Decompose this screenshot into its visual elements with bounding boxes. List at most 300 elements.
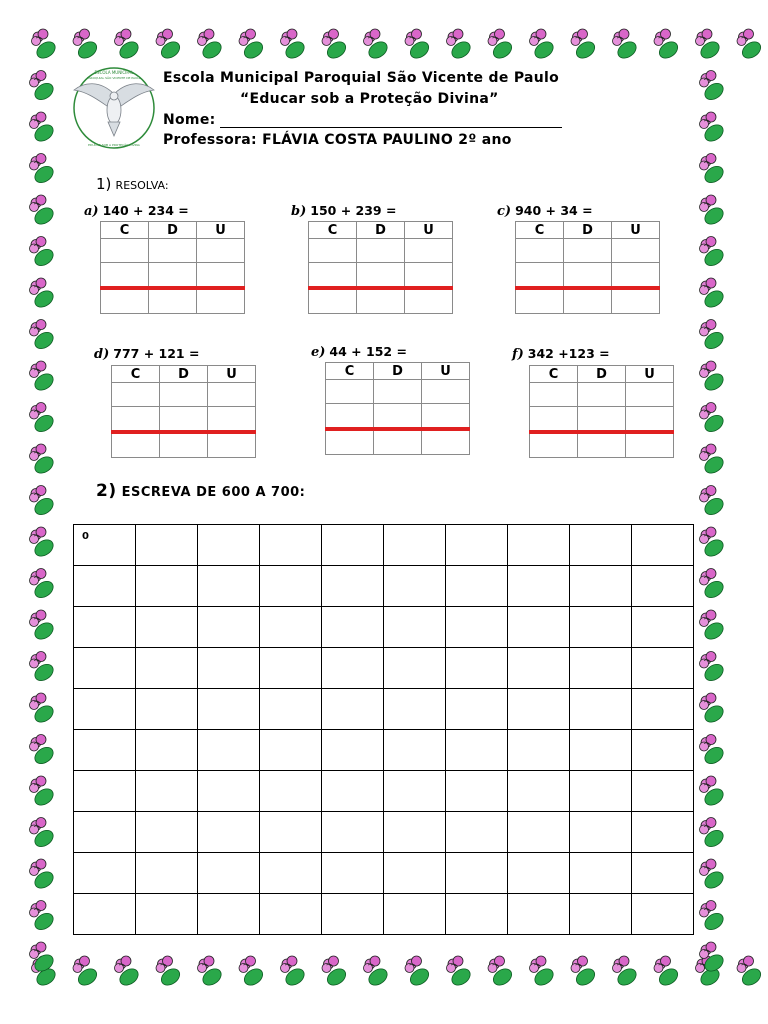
rose-icon xyxy=(30,527,57,559)
grid-cell[interactable] xyxy=(632,648,694,689)
grid-cell[interactable] xyxy=(136,525,198,566)
name-label: Nome: xyxy=(163,112,216,128)
logo-text-top: ESCOLA MUNICIPAL xyxy=(94,70,134,75)
grid-cell[interactable] xyxy=(136,648,198,689)
answer-cell[interactable] xyxy=(516,263,564,289)
problem-expression: 940 + 34 = xyxy=(515,203,593,218)
rose-icon xyxy=(700,776,727,808)
grid-cell[interactable] xyxy=(508,689,570,730)
rose-icon xyxy=(30,154,57,186)
problem-letter: a) xyxy=(84,204,99,219)
grid-cell[interactable] xyxy=(322,853,384,894)
rose-icon xyxy=(30,403,57,435)
answer-cell[interactable] xyxy=(309,263,357,289)
rose-icon xyxy=(30,444,57,476)
answer-cell[interactable] xyxy=(309,288,357,314)
grid-cell[interactable] xyxy=(74,730,136,771)
grid-cell[interactable] xyxy=(508,894,570,935)
rose-icon xyxy=(613,956,640,988)
col-header-d: D xyxy=(149,222,197,239)
answer-cell[interactable] xyxy=(326,429,374,455)
grid-cell[interactable] xyxy=(74,771,136,812)
col-header-c: C xyxy=(101,222,149,239)
grid-cell[interactable] xyxy=(570,689,632,730)
problem-e xyxy=(311,344,407,360)
answer-cell[interactable] xyxy=(101,263,149,289)
teacher-line: Professora: FLÁVIA COSTA PAULINO 2º ano xyxy=(163,132,512,148)
cdu-table-c xyxy=(515,221,660,314)
grid-cell[interactable] xyxy=(508,853,570,894)
question-2-number: 2) xyxy=(96,481,117,501)
problem-f xyxy=(512,346,610,362)
rose-icon xyxy=(700,444,727,476)
answer-cell[interactable] xyxy=(208,432,256,458)
problem-expression: 342 +123 = xyxy=(527,346,610,361)
answer-cell[interactable] xyxy=(374,380,422,404)
rose-icon xyxy=(488,29,515,61)
grid-cell[interactable] xyxy=(446,730,508,771)
rose-icon xyxy=(156,956,183,988)
rose-icon xyxy=(700,237,727,269)
problem-letter: f) xyxy=(512,347,524,362)
answer-cell[interactable] xyxy=(405,239,453,263)
problem-expression: 140 + 234 = xyxy=(102,203,189,218)
rose-icon xyxy=(700,735,727,767)
logo-text-bottom: EDUCAR SOB A PROTEÇÃO DIVINA xyxy=(88,143,140,147)
rose-icon xyxy=(447,29,474,61)
grid-cell[interactable] xyxy=(570,566,632,607)
answer-cell[interactable] xyxy=(326,380,374,404)
col-header-c: C xyxy=(516,222,564,239)
rose-icon xyxy=(700,320,727,352)
rose-icon xyxy=(30,901,57,933)
grid-cell[interactable] xyxy=(632,730,694,771)
rose-icon xyxy=(364,29,391,61)
grid-cell[interactable] xyxy=(570,525,632,566)
col-header-u: U xyxy=(422,363,470,380)
grid-cell[interactable] xyxy=(384,812,446,853)
rose-icon xyxy=(30,486,57,518)
answer-cell[interactable] xyxy=(530,383,578,407)
problem-letter: b) xyxy=(291,204,307,219)
grid-cell[interactable] xyxy=(198,525,260,566)
logo-text-top2: PAROQUIAL SÃO VICENTE DE PAULO xyxy=(86,76,142,80)
answer-cell[interactable] xyxy=(422,429,470,455)
grid-cell[interactable] xyxy=(384,894,446,935)
grid-cell[interactable] xyxy=(74,689,136,730)
grid-cell[interactable] xyxy=(446,525,508,566)
col-header-c: C xyxy=(326,363,374,380)
grid-cell[interactable] xyxy=(260,525,322,566)
answer-cell[interactable] xyxy=(626,432,674,458)
grid-cell[interactable] xyxy=(322,525,384,566)
answer-cell[interactable] xyxy=(374,404,422,430)
problem-c xyxy=(497,203,593,219)
grid-cell[interactable] xyxy=(260,689,322,730)
school-name: Escola Municipal Paroquial São Vicente de Paulo xyxy=(163,70,560,86)
question-2-heading xyxy=(96,481,305,501)
grid-cell[interactable] xyxy=(508,648,570,689)
rose-icon xyxy=(73,29,100,61)
grid-cell[interactable] xyxy=(446,894,508,935)
grid-cell[interactable] xyxy=(322,607,384,648)
grid-cell[interactable] xyxy=(198,689,260,730)
school-motto: “Educar sob a Proteção Divina” xyxy=(240,91,499,107)
grid-cell[interactable] xyxy=(570,812,632,853)
col-header-c: C xyxy=(530,366,578,383)
answer-cell[interactable] xyxy=(530,407,578,433)
col-header-u: U xyxy=(208,366,256,383)
grid-cell[interactable] xyxy=(260,607,322,648)
rose-icon xyxy=(239,29,266,61)
col-header-c: C xyxy=(309,222,357,239)
answer-cell[interactable] xyxy=(326,404,374,430)
rose-icon xyxy=(700,693,727,725)
grid-cell[interactable] xyxy=(322,648,384,689)
rose-icon xyxy=(700,278,727,310)
grid-cell[interactable] xyxy=(632,566,694,607)
rose-icon xyxy=(700,486,727,518)
rose-icon xyxy=(30,610,57,642)
grid-cell[interactable] xyxy=(446,648,508,689)
grid-cell[interactable] xyxy=(446,812,508,853)
col-header-d: D xyxy=(564,222,612,239)
grid-cell[interactable] xyxy=(570,648,632,689)
rose-icon xyxy=(737,956,764,988)
problem-d xyxy=(94,346,199,362)
col-header-d: D xyxy=(357,222,405,239)
answer-cell[interactable] xyxy=(530,432,578,458)
grid-row xyxy=(74,566,694,607)
answer-cell[interactable] xyxy=(564,263,612,289)
rose-icon xyxy=(700,195,727,227)
grid-cell[interactable] xyxy=(384,525,446,566)
rose-icon xyxy=(447,956,474,988)
rose-icon xyxy=(30,693,57,725)
grid-cell[interactable] xyxy=(198,894,260,935)
cdu-table-a xyxy=(100,221,245,314)
rose-icon xyxy=(613,29,640,61)
grid-cell[interactable] xyxy=(198,853,260,894)
rose-icon xyxy=(30,237,57,269)
grid-cell[interactable] xyxy=(384,730,446,771)
grid-cell[interactable] xyxy=(446,566,508,607)
grid-cell[interactable] xyxy=(260,853,322,894)
rose-icon xyxy=(30,859,57,891)
header xyxy=(70,62,690,162)
col-header-d: D xyxy=(160,366,208,383)
answer-cell[interactable] xyxy=(197,239,245,263)
grid-cell[interactable] xyxy=(198,812,260,853)
grid-cell[interactable] xyxy=(136,689,198,730)
answer-cell[interactable] xyxy=(197,263,245,289)
answer-cell[interactable] xyxy=(405,288,453,314)
rose-icon xyxy=(30,569,57,601)
rose-icon xyxy=(700,569,727,601)
grid-cell[interactable] xyxy=(198,607,260,648)
answer-cell[interactable] xyxy=(626,407,674,433)
problem-a xyxy=(84,203,189,219)
answer-cell[interactable] xyxy=(516,288,564,314)
grid-cell[interactable] xyxy=(136,566,198,607)
grid-cell[interactable] xyxy=(384,771,446,812)
grid-cell[interactable] xyxy=(198,566,260,607)
rose-icon xyxy=(281,956,308,988)
answer-cell[interactable] xyxy=(357,288,405,314)
grid-cell[interactable] xyxy=(384,648,446,689)
grid-cell[interactable] xyxy=(570,730,632,771)
col-header-u: U xyxy=(405,222,453,239)
grid-cell[interactable] xyxy=(74,853,136,894)
grid-cell[interactable] xyxy=(570,853,632,894)
answer-cell[interactable] xyxy=(578,383,626,407)
cdu-table-e xyxy=(325,362,470,455)
grid-cell[interactable] xyxy=(632,525,694,566)
rose-icon xyxy=(700,112,727,144)
answer-cell[interactable] xyxy=(357,263,405,289)
grid-cell[interactable] xyxy=(260,566,322,607)
rose-icon xyxy=(700,403,727,435)
grid-cell[interactable] xyxy=(198,648,260,689)
grid-cell[interactable] xyxy=(74,566,136,607)
rose-icon xyxy=(700,859,727,891)
answer-cell[interactable] xyxy=(208,407,256,433)
rose-icon xyxy=(30,278,57,310)
cdu-table-f xyxy=(529,365,674,458)
rose-icon xyxy=(30,71,57,103)
grid-cell[interactable] xyxy=(632,607,694,648)
rose-icon xyxy=(30,735,57,767)
answer-cell[interactable] xyxy=(160,432,208,458)
rose-icon xyxy=(700,652,727,684)
rose-icon xyxy=(571,956,598,988)
answer-cell[interactable] xyxy=(112,407,160,433)
name-blank-line[interactable] xyxy=(220,114,562,128)
grid-row xyxy=(74,894,694,935)
grid-row xyxy=(74,853,694,894)
problem-letter: c) xyxy=(497,204,512,219)
answer-cell[interactable] xyxy=(612,288,660,314)
grid-cell[interactable] xyxy=(632,689,694,730)
answer-cell[interactable] xyxy=(112,432,160,458)
grid-cell[interactable] xyxy=(384,853,446,894)
grid-cell[interactable] xyxy=(508,812,570,853)
rose-icon xyxy=(30,195,57,227)
answer-cell[interactable] xyxy=(101,239,149,263)
grid-cell[interactable] xyxy=(198,730,260,771)
col-header-d: D xyxy=(374,363,422,380)
cdu-table-b xyxy=(308,221,453,314)
grid-cell[interactable] xyxy=(260,771,322,812)
grid-cell[interactable] xyxy=(74,648,136,689)
question-2-instruction: ESCREVA DE 600 A 700: xyxy=(121,485,306,500)
grid-cell[interactable] xyxy=(570,894,632,935)
problem-b xyxy=(291,203,396,219)
rose-icon xyxy=(488,956,515,988)
answer-cell[interactable] xyxy=(112,383,160,407)
cdu-table-d xyxy=(111,365,256,458)
answer-cell[interactable] xyxy=(612,263,660,289)
rose-icon xyxy=(73,956,100,988)
grid-cell[interactable] xyxy=(136,607,198,648)
rose-icon xyxy=(700,527,727,559)
rose-icon xyxy=(405,956,432,988)
rose-icon xyxy=(700,154,727,186)
col-header-c: C xyxy=(112,366,160,383)
grid-cell[interactable] xyxy=(322,730,384,771)
grid-row xyxy=(74,525,694,566)
answer-cell[interactable] xyxy=(564,239,612,263)
answer-cell[interactable] xyxy=(422,404,470,430)
grid-row xyxy=(74,689,694,730)
answer-cell[interactable] xyxy=(422,380,470,404)
problem-expression: 44 + 152 = xyxy=(329,344,407,359)
grid-cell[interactable] xyxy=(136,771,198,812)
rose-icon xyxy=(700,901,727,933)
grid-cell[interactable] xyxy=(446,771,508,812)
grid-row xyxy=(74,812,694,853)
grid-cell[interactable] xyxy=(74,525,136,566)
grid-cell[interactable] xyxy=(570,771,632,812)
rose-icon xyxy=(198,29,225,61)
problem-expression: 777 + 121 = xyxy=(113,346,200,361)
rose-icon xyxy=(32,29,59,61)
grid-cell[interactable] xyxy=(136,812,198,853)
grid-cell[interactable] xyxy=(136,894,198,935)
answer-cell[interactable] xyxy=(612,239,660,263)
grid-cell[interactable] xyxy=(632,771,694,812)
grid-cell[interactable] xyxy=(322,812,384,853)
question-1-heading xyxy=(96,175,169,193)
grid-cell[interactable] xyxy=(384,566,446,607)
grid-cell[interactable] xyxy=(508,607,570,648)
grid-cell[interactable] xyxy=(384,607,446,648)
grid-first-value: 0 xyxy=(82,531,89,542)
grid-cell[interactable] xyxy=(322,894,384,935)
question-1-instruction: RESOLVA: xyxy=(115,179,169,192)
grid-cell[interactable] xyxy=(632,853,694,894)
col-header-u: U xyxy=(197,222,245,239)
grid-cell[interactable] xyxy=(74,894,136,935)
grid-cell[interactable] xyxy=(570,607,632,648)
rose-icon xyxy=(156,29,183,61)
problem-letter: e) xyxy=(311,345,326,360)
problem-letter: d) xyxy=(94,347,110,362)
rose-icon xyxy=(322,956,349,988)
dove-emblem-icon xyxy=(70,62,158,154)
grid-cell[interactable] xyxy=(74,812,136,853)
grid-cell[interactable] xyxy=(322,771,384,812)
answer-cell[interactable] xyxy=(516,239,564,263)
rose-icon xyxy=(654,956,681,988)
grid-cell[interactable] xyxy=(632,812,694,853)
problem-expression: 150 + 239 = xyxy=(310,203,397,218)
answer-cell[interactable] xyxy=(149,239,197,263)
rose-icon xyxy=(700,818,727,850)
answer-cell[interactable] xyxy=(160,407,208,433)
rose-icon xyxy=(281,29,308,61)
grid-row xyxy=(74,607,694,648)
col-header-u: U xyxy=(626,366,674,383)
grid-cell[interactable] xyxy=(508,566,570,607)
grid-cell[interactable] xyxy=(260,730,322,771)
grid-cell[interactable] xyxy=(446,853,508,894)
grid-cell[interactable] xyxy=(74,607,136,648)
answer-cell[interactable] xyxy=(578,407,626,433)
col-header-u: U xyxy=(612,222,660,239)
answer-cell[interactable] xyxy=(208,383,256,407)
answer-cell[interactable] xyxy=(564,288,612,314)
grid-cell[interactable] xyxy=(322,689,384,730)
answer-cell[interactable] xyxy=(309,239,357,263)
answer-cell[interactable] xyxy=(149,288,197,314)
rose-icon xyxy=(30,652,57,684)
rose-icon xyxy=(30,320,57,352)
grid-cell[interactable] xyxy=(446,607,508,648)
grid-cell[interactable] xyxy=(198,771,260,812)
grid-cell[interactable] xyxy=(384,689,446,730)
answer-cell[interactable] xyxy=(149,263,197,289)
rose-icon xyxy=(405,29,432,61)
grid-cell[interactable] xyxy=(322,566,384,607)
grid-cell[interactable] xyxy=(136,853,198,894)
grid-cell[interactable] xyxy=(260,648,322,689)
rose-icon xyxy=(700,361,727,393)
answer-cell[interactable] xyxy=(626,383,674,407)
rose-icon xyxy=(239,956,266,988)
answer-cell[interactable] xyxy=(101,288,149,314)
rose-icon xyxy=(198,956,225,988)
question-1-number: 1) xyxy=(96,175,112,193)
rose-icon xyxy=(654,29,681,61)
rose-icon xyxy=(115,956,142,988)
answer-cell[interactable] xyxy=(160,383,208,407)
rose-icon xyxy=(737,29,764,61)
col-header-d: D xyxy=(578,366,626,383)
answer-cell[interactable] xyxy=(357,239,405,263)
rose-icon xyxy=(700,71,727,103)
rose-icon xyxy=(30,112,57,144)
grid-cell[interactable] xyxy=(136,730,198,771)
number-grid xyxy=(73,524,694,935)
grid-cell[interactable] xyxy=(260,812,322,853)
rose-icon xyxy=(530,956,557,988)
grid-cell[interactable] xyxy=(260,894,322,935)
grid-cell[interactable] xyxy=(446,689,508,730)
rose-icon xyxy=(30,361,57,393)
name-field-row xyxy=(163,112,562,128)
answer-cell[interactable] xyxy=(405,263,453,289)
rose-icon xyxy=(30,818,57,850)
grid-cell[interactable] xyxy=(508,525,570,566)
rose-icon xyxy=(115,29,142,61)
answer-cell[interactable] xyxy=(197,288,245,314)
grid-cell[interactable] xyxy=(632,894,694,935)
rose-icon xyxy=(30,776,57,808)
grid-cell[interactable] xyxy=(508,771,570,812)
answer-cell[interactable] xyxy=(374,429,422,455)
grid-row xyxy=(74,730,694,771)
rose-icon xyxy=(700,610,727,642)
rose-icon xyxy=(571,29,598,61)
grid-cell[interactable] xyxy=(508,730,570,771)
rose-icon xyxy=(530,29,557,61)
rose-icon xyxy=(322,29,349,61)
grid-row xyxy=(74,648,694,689)
answer-cell[interactable] xyxy=(578,432,626,458)
rose-icon xyxy=(364,956,391,988)
rose-icon xyxy=(696,29,723,61)
